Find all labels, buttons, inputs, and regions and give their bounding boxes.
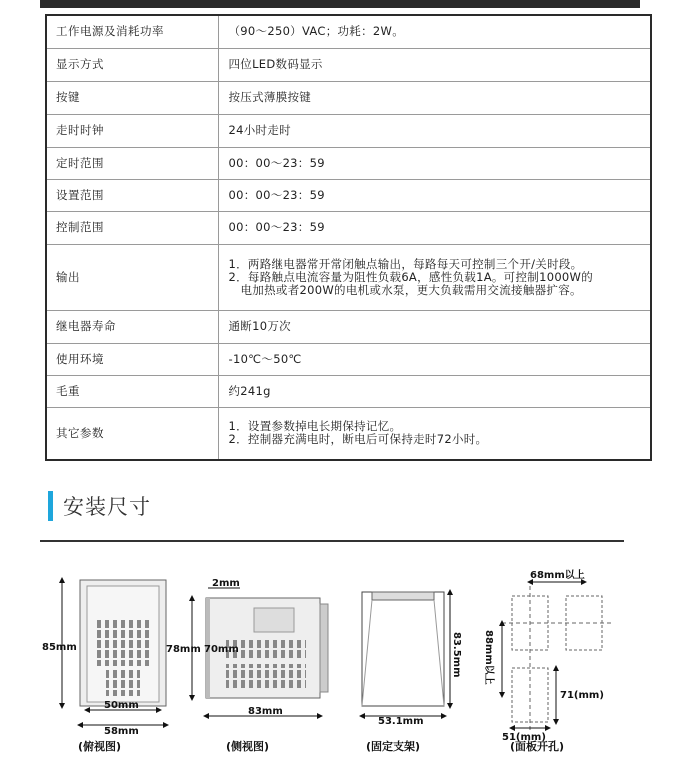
spec-label: 工作电源及消耗功率 <box>46 15 218 48</box>
spec-value-line: 2．控制器充满电时，断电后可保持走时72小时。 <box>228 432 488 447</box>
caption-side-view: (侧视图) <box>226 740 270 753</box>
spec-row <box>46 343 651 375</box>
dim-cutout-height: 88mm以上 <box>483 630 494 685</box>
dim-side-length: 83mm <box>248 706 283 717</box>
spec-value-line: 2．每路触点电流容量为阻性负载6A，感性负载1A。可控制1000W的 <box>228 269 594 284</box>
spec-value <box>218 244 651 310</box>
spec-row <box>46 244 651 310</box>
caption-cutout: (面板开孔) <box>510 740 565 753</box>
section-accent-bar <box>48 491 53 521</box>
spec-value <box>218 343 651 375</box>
spec-row <box>46 310 651 343</box>
spec-value <box>218 48 651 81</box>
spec-label: 定时范围 <box>46 147 218 179</box>
dim-bracket-height: 83.5mm <box>451 632 462 678</box>
spec-label: 显示方式 <box>46 48 218 81</box>
dim-cutout-inner-height: 71(mm) <box>560 690 604 701</box>
caption-top-view: (俯视图) <box>78 740 122 753</box>
spec-row <box>46 15 651 48</box>
spec-value-line: 00：00～23：59 <box>228 187 325 202</box>
dimension-diagrams <box>40 560 640 758</box>
dim-cutout-width: 68mm以上 <box>530 570 585 581</box>
spec-value-line: 约241g <box>228 383 271 398</box>
dim-side-front: 2mm <box>212 578 240 589</box>
caption-bracket: (固定支架) <box>366 740 421 753</box>
spec-value <box>218 407 651 460</box>
spec-value-line: 通断10万次 <box>228 319 291 333</box>
spec-row <box>46 81 651 114</box>
dim-side-h1: 78mm <box>166 644 201 655</box>
section-title: 安装尺寸 <box>63 495 151 519</box>
dim-top-width: 58mm <box>104 726 139 737</box>
spec-row <box>46 179 651 211</box>
spec-value-line: 四位LED数码显示 <box>228 57 323 71</box>
spec-value <box>218 310 651 343</box>
spec-value <box>218 15 651 48</box>
section-divider <box>40 540 624 542</box>
top-bar <box>40 0 640 8</box>
spec-value-line: 1．两路继电器常开常闭触点输出，每路每天可控制三个开/关时段。 <box>228 256 583 271</box>
spec-value-line: 按压式薄膜按键 <box>228 90 312 104</box>
spec-value <box>218 81 651 114</box>
spec-row <box>46 114 651 147</box>
spec-value <box>218 114 651 147</box>
spec-value <box>218 147 651 179</box>
spec-row <box>46 375 651 407</box>
dim-bracket-width: 53.1mm <box>378 716 424 727</box>
spec-row <box>46 48 651 81</box>
dim-top-inner-width: 50mm <box>104 700 139 711</box>
spec-value-line: 24小时走时 <box>228 123 291 137</box>
spec-label: 其它参数 <box>46 407 218 460</box>
dim-side-h2: 70mm <box>204 644 239 655</box>
spec-label: 按键 <box>46 81 218 114</box>
spec-value <box>218 211 651 244</box>
spec-label: 设置范围 <box>46 179 218 211</box>
spec-label: 控制范围 <box>46 211 218 244</box>
spec-value-line: 电加热或者200W的电机或水泵，更大负载需用交流接触器扩容。 <box>240 282 582 297</box>
spec-value-line: 00：00～23：59 <box>228 220 325 234</box>
panel-cutout-drawing <box>502 586 612 732</box>
bracket-drawing <box>362 592 444 706</box>
spec-row <box>46 407 651 460</box>
spec-label: 使用环境 <box>46 343 218 375</box>
spec-value-line: 00：00～23：59 <box>228 155 325 170</box>
spec-value-line: （90～250）VAC；功耗：2W。 <box>228 24 404 39</box>
dim-cutout-inner-width: 51(mm) <box>502 732 546 743</box>
spec-value-line: -10℃～50℃ <box>228 351 302 366</box>
dimension-drawing <box>40 560 640 758</box>
spec-row <box>46 211 651 244</box>
spec-table <box>45 14 652 461</box>
spec-label: 输出 <box>46 244 218 310</box>
spec-value <box>218 375 651 407</box>
spec-value-line: 1．设置参数掉电长期保持记忆。 <box>228 419 402 434</box>
spec-label: 走时时钟 <box>46 114 218 147</box>
spec-row <box>46 147 651 179</box>
dim-top-height: 85mm <box>42 642 77 653</box>
section-header <box>48 491 151 521</box>
spec-label: 毛重 <box>46 375 218 407</box>
top-view-device <box>80 580 166 706</box>
spec-label: 继电器寿命 <box>46 310 218 343</box>
spec-value <box>218 179 651 211</box>
